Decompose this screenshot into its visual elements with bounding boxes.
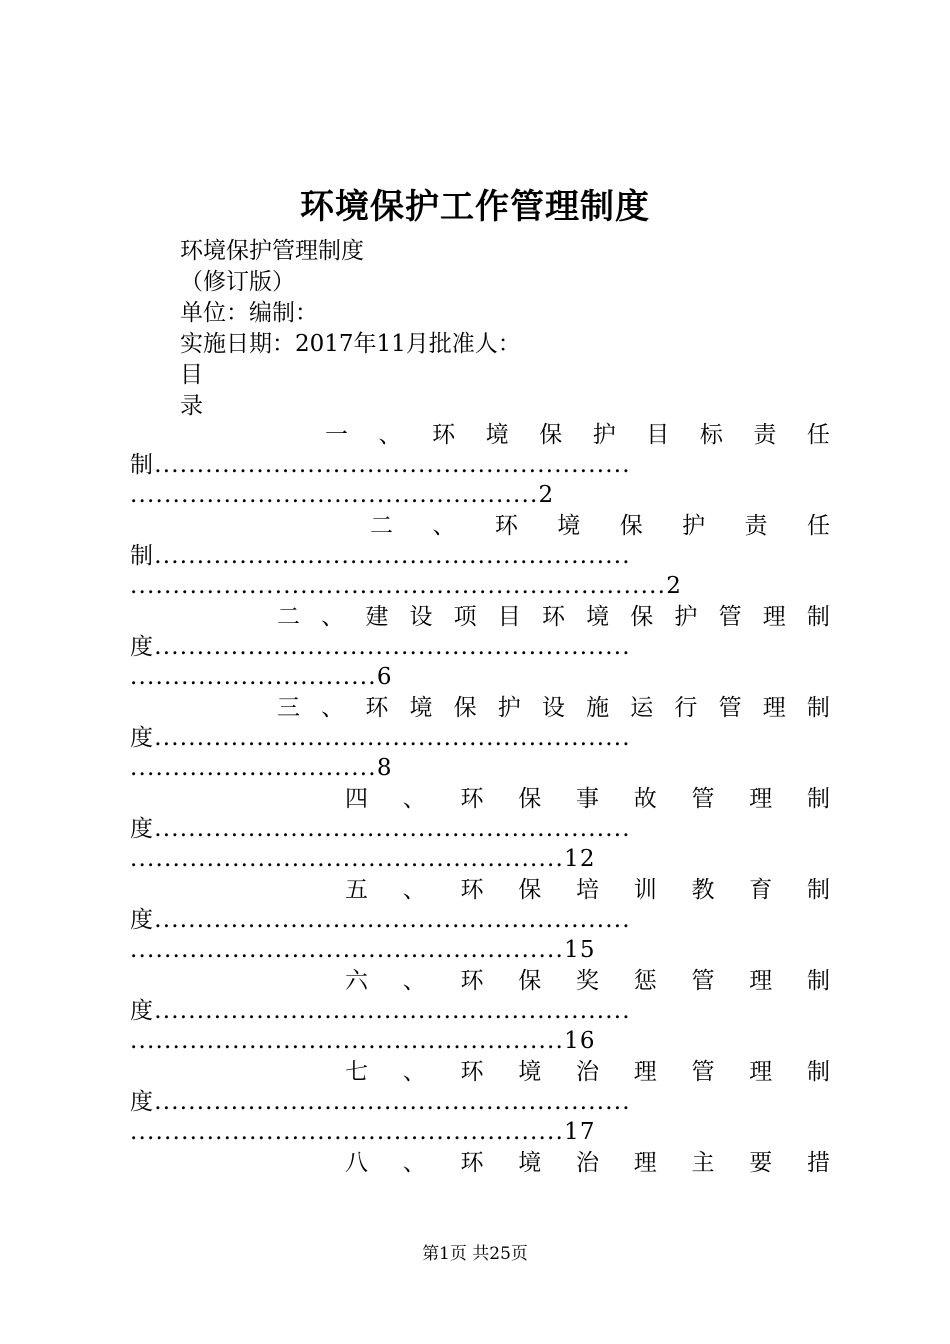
toc-page-number: 16 [564, 1028, 596, 1054]
toc-heading-char: 境 [518, 1059, 542, 1085]
toc-heading-char: 理 [749, 968, 773, 994]
toc-heading-char: 理 [633, 1150, 657, 1176]
meta-unit: 单位：编制： [180, 300, 318, 326]
toc-heading-char: 理 [633, 1059, 657, 1085]
toc-heading-char: 境 [586, 604, 610, 630]
toc-heading-char: 环 [460, 968, 484, 994]
toc-entry-tail: 度 [130, 907, 155, 933]
toc-heading-char: 运 [630, 695, 654, 721]
toc-heading-char: 标 [699, 422, 723, 448]
toc-entry-leader [130, 814, 830, 844]
toc-heading-char: 制 [807, 1059, 830, 1085]
meta-revision: （修订版） [180, 269, 295, 295]
toc-heading-char: 六 [345, 968, 368, 994]
toc-entry-page-line [130, 571, 830, 602]
toc-heading-char: 制 [806, 695, 830, 721]
toc-heading-char: 、 [432, 513, 456, 539]
toc-heading-char: 任 [806, 513, 830, 539]
toc-leader-dots: ........................................................ [154, 725, 631, 751]
toc-heading-char: 培 [576, 877, 599, 903]
toc-entry-page-line [130, 1026, 830, 1057]
toc-entry-leader [130, 541, 830, 571]
page-footer: 第1页 共25页 [422, 1244, 528, 1264]
toc-heading-char: 理 [749, 1059, 773, 1085]
meta-subtitle: 环境保护管理制度 [180, 238, 364, 264]
toc-entry-tail: 度 [130, 1089, 155, 1115]
toc-entry-heading [345, 875, 830, 905]
toc-heading-char: 管 [691, 968, 715, 994]
toc-heading-char: 事 [576, 786, 599, 812]
toc-heading-char: 施 [586, 695, 610, 721]
toc-heading-char: 保 [619, 513, 643, 539]
toc-leader-dots: ............................. [130, 664, 377, 690]
toc-heading-char: 管 [691, 1059, 715, 1085]
toc-heading-char: 管 [691, 786, 715, 812]
toc-entry[interactable] [130, 1148, 830, 1178]
toc-heading-char: 理 [762, 604, 786, 630]
toc-heading-char: 设 [409, 604, 433, 630]
toc-entry-heading [345, 966, 830, 996]
toc-heading-char: 环 [460, 877, 484, 903]
toc-heading-char: 理 [749, 786, 773, 812]
toc-entry-heading [277, 693, 830, 723]
toc-entry-tail: 度 [130, 816, 155, 842]
toc-heading-char: 环 [365, 695, 389, 721]
toc-heading-char: 保 [630, 604, 654, 630]
toc-leader-dots: ................................................... [130, 846, 565, 872]
toc-entry-tail: 制 [130, 543, 155, 569]
toc-entry-heading [345, 1148, 830, 1178]
toc-leader-dots: ........................................................ [154, 816, 631, 842]
toc-entry-heading [325, 420, 830, 450]
toc-entry-page-line [130, 935, 830, 966]
toc-heading-char: 护 [674, 604, 698, 630]
toc-page-number: 8 [376, 755, 393, 781]
toc-heading-char: 一 [325, 422, 348, 448]
toc-entry-leader [130, 450, 830, 480]
toc-heading-char: 、 [402, 786, 426, 812]
toc-heading-char: 七 [345, 1059, 368, 1085]
toc-heading-char: 二 [277, 604, 300, 630]
toc-page-number: 2 [538, 482, 555, 508]
toc-heading-char: 、 [321, 604, 345, 630]
toc-heading-char: 境 [409, 695, 433, 721]
toc-heading-char: 治 [576, 1059, 599, 1085]
toc-heading-char: 育 [749, 877, 773, 903]
toc-heading-char: 保 [453, 695, 477, 721]
toc-heading-char: 制 [807, 877, 830, 903]
toc-entry[interactable] [130, 693, 830, 784]
toc-heading-char: 理 [762, 695, 786, 721]
toc-leader-dots: ........................................................ [154, 634, 631, 660]
toc-heading-char: 环 [541, 604, 565, 630]
toc-entry-leader [130, 996, 830, 1026]
toc-heading-char: 设 [541, 695, 565, 721]
toc-entry[interactable] [130, 875, 830, 966]
toc-heading-char: 措 [807, 1150, 830, 1176]
toc-heading-char: 保 [518, 968, 542, 994]
toc-heading-char: 二 [370, 513, 393, 539]
toc-heading-char: 三 [277, 695, 300, 721]
meta-toc-label-2: 录 [180, 393, 203, 419]
toc-entry[interactable] [130, 784, 830, 875]
toc-entry-tail: 度 [130, 634, 155, 660]
toc-heading-char: 项 [453, 604, 477, 630]
toc-heading-char: 奖 [576, 968, 599, 994]
meta-date: 实施日期：2017年11月批准人： [180, 331, 521, 357]
toc-entry-heading [277, 602, 830, 632]
toc-heading-char: 环 [494, 513, 518, 539]
toc-entry-page-line [130, 844, 830, 875]
toc-heading-char: 保 [518, 786, 542, 812]
toc-leader-dots: ........................................................ [154, 452, 631, 478]
toc-heading-char: 管 [718, 695, 742, 721]
toc-entry[interactable] [130, 602, 830, 693]
toc-heading-char: 教 [691, 877, 715, 903]
toc-heading-char: 护 [497, 695, 521, 721]
toc-entry-tail: 度 [130, 998, 155, 1024]
toc-heading-char: 建 [365, 604, 389, 630]
toc-heading-char: 环 [460, 786, 484, 812]
toc-entry-leader [130, 723, 830, 753]
toc-heading-char: 制 [807, 968, 830, 994]
toc-heading-char: 五 [345, 877, 368, 903]
toc-entry-page-line [130, 753, 830, 784]
toc-entry-page-line [130, 662, 830, 693]
toc-heading-char: 、 [378, 422, 402, 448]
meta-toc-label-1: 目 [180, 362, 203, 388]
toc-entry-heading [370, 511, 830, 541]
toc-heading-char: 主 [691, 1150, 715, 1176]
toc-heading-char: 目 [646, 422, 670, 448]
toc-entry[interactable] [130, 420, 830, 511]
toc-heading-char: 、 [402, 968, 426, 994]
toc-entry-leader [130, 905, 830, 935]
toc-heading-char: 目 [497, 604, 521, 630]
toc-entry[interactable] [130, 966, 830, 1057]
toc-heading-char: 环 [460, 1059, 484, 1085]
toc-heading-char: 制 [807, 786, 830, 812]
toc-page-number: 2 [666, 573, 683, 599]
toc-leader-dots: ............................................................... [130, 573, 667, 599]
toc-heading-char: 、 [402, 1150, 426, 1176]
toc-page-number: 15 [564, 937, 596, 963]
toc-leader-dots: ................................................... [130, 1028, 565, 1054]
toc-page-number: 17 [564, 1119, 596, 1145]
toc-heading-char: 境 [485, 422, 509, 448]
toc-leader-dots: ................................................ [130, 482, 539, 508]
toc-heading-char: 环 [432, 422, 456, 448]
toc-heading-char: 制 [806, 604, 830, 630]
toc-leader-dots: ........................................................ [154, 543, 631, 569]
toc-heading-char: 四 [345, 786, 368, 812]
toc-entry-tail: 度 [130, 725, 155, 751]
toc-entry[interactable] [130, 1057, 830, 1148]
toc-leader-dots: ........................................................ [154, 998, 631, 1024]
toc-leader-dots: ................................................... [130, 1119, 565, 1145]
table-of-contents [130, 420, 830, 1178]
toc-heading-char: 任 [806, 422, 830, 448]
toc-page-number: 12 [564, 846, 596, 872]
toc-entry-heading [345, 784, 830, 814]
toc-entry-page-line [130, 1117, 830, 1148]
toc-leader-dots: ................................................... [130, 937, 565, 963]
toc-heading-char: 保 [518, 877, 542, 903]
toc-heading-char: 惩 [633, 968, 657, 994]
toc-leader-dots: ........................................................ [154, 907, 631, 933]
document-title: 环境保护工作管理制度 [300, 187, 650, 227]
toc-leader-dots: ............................. [130, 755, 377, 781]
toc-heading-char: 护 [682, 513, 706, 539]
toc-heading-char: 要 [749, 1150, 773, 1176]
toc-entry[interactable] [130, 511, 830, 602]
toc-page-number: 6 [376, 664, 393, 690]
toc-entry-leader [130, 1087, 830, 1117]
toc-heading-char: 八 [345, 1150, 368, 1176]
toc-heading-char: 、 [402, 877, 426, 903]
toc-heading-char: 、 [321, 695, 345, 721]
toc-entry-page-line [130, 480, 830, 511]
toc-heading-char: 、 [402, 1059, 426, 1085]
toc-entry-heading [345, 1057, 830, 1087]
toc-heading-char: 环 [460, 1150, 484, 1176]
toc-entry-leader [130, 632, 830, 662]
document-meta [180, 236, 880, 422]
toc-heading-char: 治 [576, 1150, 599, 1176]
toc-heading-char: 境 [557, 513, 581, 539]
toc-heading-char: 训 [633, 877, 657, 903]
toc-heading-char: 责 [744, 513, 768, 539]
toc-heading-char: 境 [518, 1150, 542, 1176]
toc-heading-char: 管 [718, 604, 742, 630]
toc-leader-dots: ........................................................ [154, 1089, 631, 1115]
toc-heading-char: 故 [633, 786, 657, 812]
toc-heading-char: 行 [674, 695, 698, 721]
toc-entry-tail: 制 [130, 452, 155, 478]
toc-heading-char: 责 [753, 422, 777, 448]
toc-heading-char: 护 [592, 422, 616, 448]
toc-heading-char: 保 [539, 422, 563, 448]
